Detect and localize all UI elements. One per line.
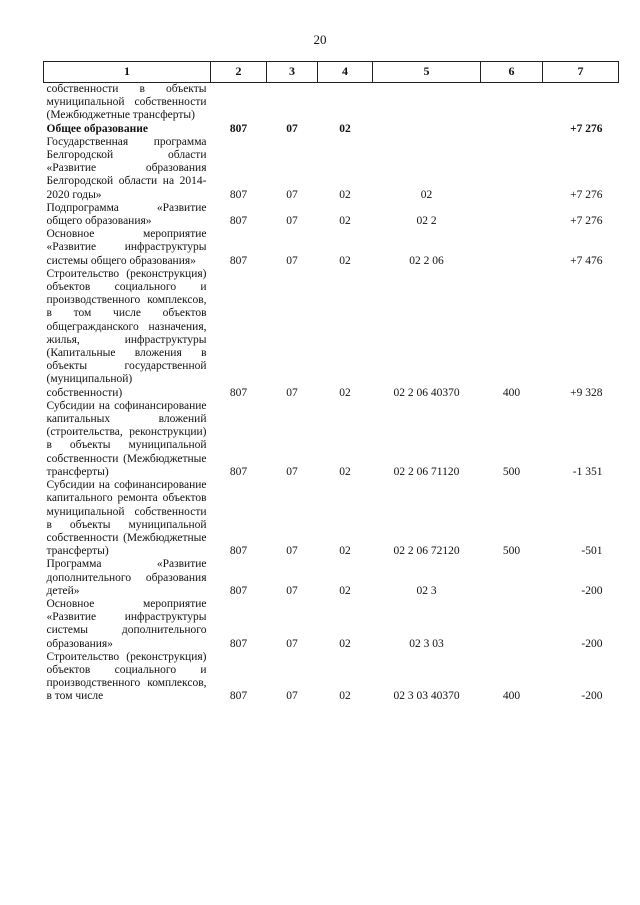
header-col-1: 1: [44, 62, 211, 83]
row-subsection-code: 02: [339, 254, 351, 267]
row-description: Основное мероприятие «Развитие инфраструктуры системы общего образования»: [46, 228, 207, 267]
row-section-code: 07: [286, 188, 298, 201]
row-target-article: 02 3 03 40370: [393, 690, 460, 703]
row-target-article: 02 2: [416, 215, 437, 228]
row-amount: -200: [581, 584, 603, 597]
row-ministry-code: 807: [229, 584, 248, 597]
row-ministry-code: 807: [229, 122, 248, 135]
table-row: [44, 651, 619, 704]
row-subsection-code: 02: [339, 465, 351, 478]
row-target-article: 02 3 03: [409, 637, 444, 650]
row-amount: -1 351: [572, 465, 603, 478]
row-target-article: 02 2 06 72120: [393, 545, 460, 558]
row-ministry-code: 807: [229, 215, 248, 228]
row-expense-type: [481, 558, 543, 598]
header-col-5: 5: [373, 62, 481, 83]
table-row: [44, 228, 619, 268]
table-row: [44, 479, 619, 558]
row-subsection-code: 02: [339, 637, 351, 650]
budget-table: [43, 61, 619, 704]
row-description: Программа «Развитие дополнительного образования детей»: [46, 558, 207, 597]
row-section-code: 07: [286, 465, 298, 478]
row-expense-type: [481, 123, 543, 136]
row-ministry-code: 807: [229, 188, 248, 201]
row-amount: -200: [581, 690, 603, 703]
row-description: Общее образование: [46, 122, 148, 135]
row-target-article: 02 2 06: [409, 254, 444, 267]
table-row: [44, 598, 619, 651]
row-section-code: [267, 83, 318, 123]
row-target-article: 02: [420, 188, 433, 201]
row-subsection-code: 02: [339, 545, 351, 558]
row-section-code: 07: [286, 545, 298, 558]
row-subsection-code: 02: [339, 584, 351, 597]
table-row: [44, 83, 619, 123]
row-description: Подпрограмма «Развитие общего образования»: [46, 201, 207, 228]
row-ministry-code: 807: [229, 637, 248, 650]
header-col-3: 3: [267, 62, 318, 83]
row-target-article: 02 3: [416, 584, 437, 597]
page-number: 20: [313, 32, 327, 47]
row-amount: -200: [581, 637, 603, 650]
row-section-code: 07: [286, 254, 298, 267]
row-target-article: [373, 123, 481, 136]
header-col-6: 6: [481, 62, 543, 83]
row-ministry-code: [211, 83, 267, 123]
row-expense-type: [481, 598, 543, 651]
row-description: Строительство (реконструкция) объектов социального и производственного комплексов, в том числе: [46, 650, 207, 703]
row-expense-type: [481, 136, 543, 202]
row-section-code: 07: [286, 637, 298, 650]
row-section-code: 07: [286, 690, 298, 703]
header-col-2: 2: [211, 62, 267, 83]
row-expense-type: 500: [502, 545, 521, 558]
table-body: [44, 83, 619, 704]
row-ministry-code: 807: [229, 690, 248, 703]
row-section-code: 07: [286, 122, 298, 135]
row-subsection-code: 02: [339, 215, 351, 228]
row-subsection-code: 02: [339, 188, 351, 201]
table-row: [44, 400, 619, 479]
row-subsection-code: 02: [339, 386, 351, 399]
row-target-article: [373, 83, 481, 123]
row-section-code: 07: [286, 584, 298, 597]
table-row: [44, 136, 619, 202]
row-section-code: 07: [286, 386, 298, 399]
header-col-4: 4: [318, 62, 373, 83]
row-subsection-code: [318, 83, 373, 123]
table-header-row: [44, 62, 619, 83]
row-section-code: 07: [286, 215, 298, 228]
header-col-7: 7: [543, 62, 619, 83]
row-amount: +9 328: [570, 386, 603, 399]
row-expense-type: [481, 228, 543, 268]
row-amount: +7 276: [570, 215, 603, 228]
row-description: Основное мероприятие «Развитие инфраструктуры системы дополнительного образования»: [46, 597, 207, 650]
row-subsection-code: 02: [339, 690, 351, 703]
row-description: Строительство (реконструкция) объектов социального и производственного комплексов, в том числе объектов общегражданского назначения, жилья, инфраструктуры (Капитальные вложения в объекты государственной (муниципальной) собственности): [46, 267, 207, 399]
row-ministry-code: 807: [229, 465, 248, 478]
row-expense-type: 500: [502, 465, 521, 478]
row-description: Государственная программа Белгородской области «Развитие образования Белгородской области на 2014-2020 годы»: [46, 135, 207, 201]
row-amount: +7 276: [570, 122, 603, 135]
row-expense-type: 400: [502, 386, 521, 399]
row-description: Субсидии на софинансирование капитальных вложений (строительства, реконструкции) в объекты муниципальной собственности (Межбюджетные трансферты): [46, 399, 207, 478]
row-target-article: 02 2 06 40370: [393, 386, 460, 399]
row-ministry-code: 807: [229, 254, 248, 267]
row-expense-type: 400: [502, 690, 521, 703]
row-ministry-code: 807: [229, 545, 248, 558]
row-target-article: 02 2 06 71120: [393, 465, 460, 478]
table-row: [44, 268, 619, 400]
row-amount: +7 476: [570, 254, 603, 267]
row-amount: +7 276: [570, 188, 603, 201]
row-subsection-code: 02: [339, 122, 351, 135]
row-description: собственности в объекты муниципальной собственности (Межбюджетные трансферты): [46, 83, 207, 122]
row-expense-type: [481, 83, 543, 123]
row-ministry-code: 807: [229, 386, 248, 399]
table-row: [44, 558, 619, 598]
row-amount: -501: [581, 545, 603, 558]
table-row: [44, 123, 619, 136]
table-row: [44, 202, 619, 228]
row-description: Субсидии на софинансирование капитального ремонта объектов муниципальной собственности в объекты муниципальной собственности (Межбюджетные трансферты): [46, 479, 207, 558]
row-amount: [543, 83, 619, 123]
row-expense-type: [481, 202, 543, 228]
